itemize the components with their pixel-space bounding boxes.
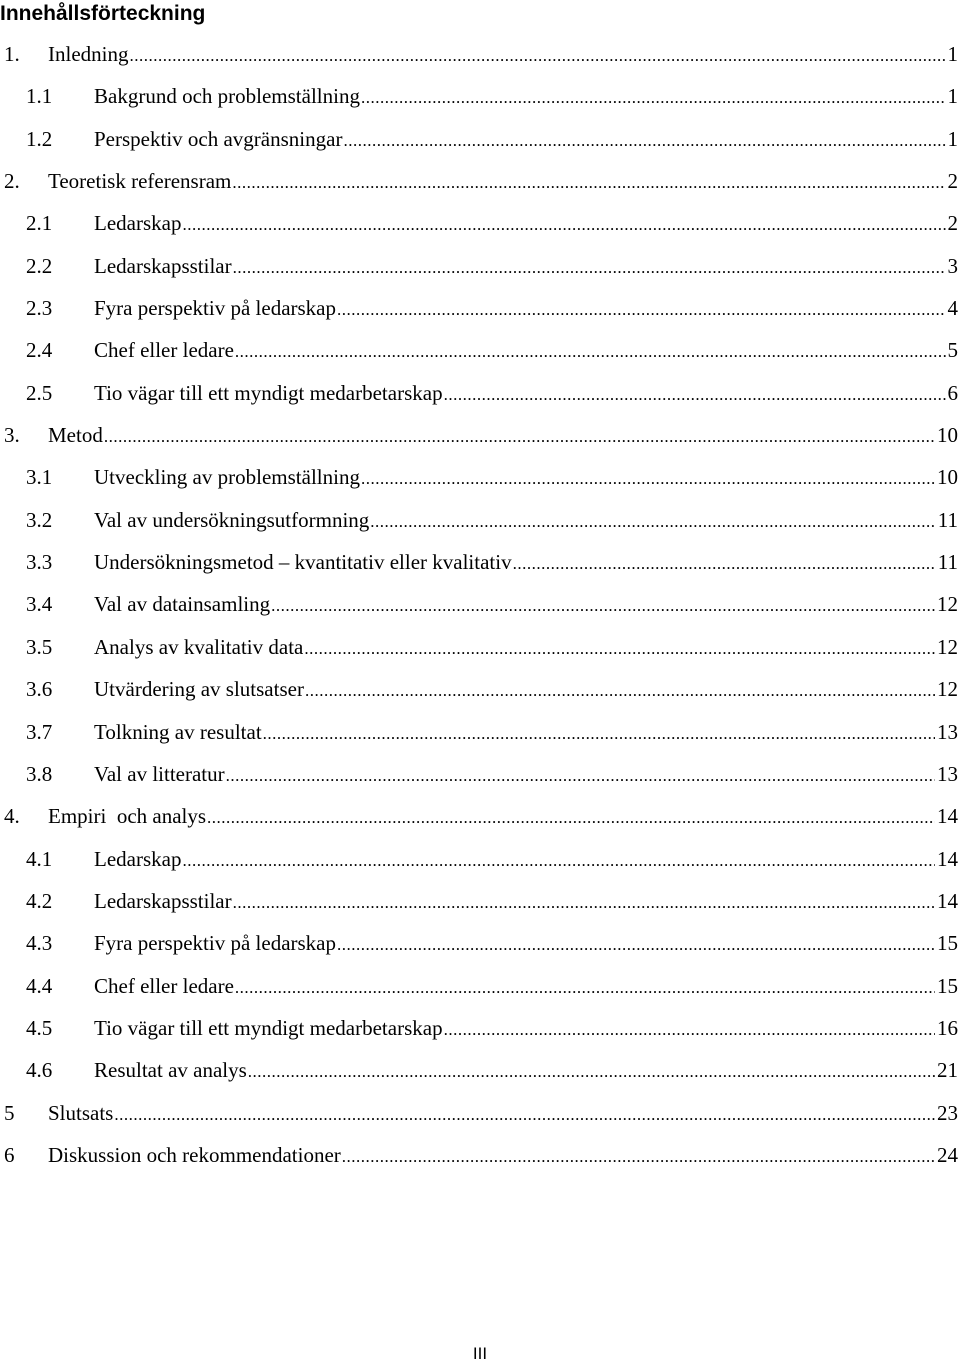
toc-entry-page: 5 [947, 338, 958, 363]
toc-dot-leader [370, 506, 935, 538]
toc-entry-page: 1 [947, 42, 958, 66]
toc-entry-page: 1 [947, 84, 958, 109]
toc-entry-title: Chef eller ledare [94, 973, 234, 998]
toc-entry-leader [94, 207, 960, 241]
toc-entry-leader [94, 1012, 960, 1046]
toc-entry-number: 3.3 [26, 550, 53, 575]
toc-entry-number: 4.5 [26, 1015, 53, 1040]
toc-entry-title: Ledarskap [94, 846, 182, 871]
toc-entry-title: Slutsats [48, 1100, 114, 1125]
toc-entry-leader [94, 970, 960, 1004]
toc-dot-leader [129, 40, 945, 72]
toc-entry-number: 4.4 [26, 973, 53, 998]
toc-entry-title: Inledning [48, 42, 129, 66]
toc-entry-leader [48, 1097, 960, 1131]
toc-entry-title: Fyra perspektiv på ledarskap [94, 296, 337, 321]
toc-entry-number: 2.3 [26, 296, 53, 321]
toc-entry-number: 3.4 [26, 592, 53, 617]
toc-entry-page: 24 [937, 1142, 958, 1167]
toc-entry-leader [94, 80, 960, 114]
toc-dot-leader [235, 972, 935, 1004]
toc-dot-leader [248, 1056, 935, 1088]
toc-entry-number: 4.6 [26, 1058, 53, 1083]
toc-entry[interactable] [0, 38, 960, 80]
toc-dot-leader [263, 718, 935, 750]
toc-entry[interactable] [0, 80, 960, 122]
toc-list [0, 38, 960, 1181]
toc-entry-number: 1. [4, 42, 20, 66]
toc-entry-number: 4.3 [26, 931, 53, 956]
toc-entry[interactable] [0, 546, 960, 588]
toc-entry-page: 14 [937, 888, 958, 913]
toc-entry-title: Val av datainsamling [94, 592, 271, 617]
toc-dot-leader [233, 252, 946, 284]
toc-entry[interactable] [0, 334, 960, 376]
toc-entry-number: 6 [4, 1142, 15, 1167]
toc-entry-page: 12 [937, 634, 958, 659]
toc-entry[interactable] [0, 758, 960, 800]
toc-entry-page: 11 [937, 507, 958, 532]
toc-entry-title: Teoretisk referensram [48, 169, 232, 194]
toc-entry[interactable] [0, 377, 960, 419]
toc-entry-number: 3.6 [26, 677, 53, 702]
toc-entry-leader [94, 843, 960, 877]
toc-entry[interactable] [0, 207, 960, 249]
toc-entry-number: 1.1 [26, 84, 53, 109]
toc-entry[interactable] [0, 123, 960, 165]
toc-entry-page: 15 [937, 931, 958, 956]
toc-entry-leader [94, 292, 960, 326]
toc-entry-leader [94, 758, 960, 792]
toc-entry-number: 3. [4, 423, 20, 448]
toc-entry[interactable] [0, 885, 960, 927]
toc-entry-leader [94, 631, 960, 665]
toc-entry[interactable] [0, 716, 960, 758]
toc-entry[interactable] [0, 1097, 960, 1139]
toc-dot-leader [305, 675, 935, 707]
toc-entry-number: 2.1 [26, 211, 53, 236]
toc-entry-leader [94, 334, 960, 368]
toc-entry-leader [48, 419, 960, 453]
toc-dot-leader [304, 633, 935, 665]
toc-heading: Innehållsförteckning [0, 2, 206, 25]
toc-entry-leader [94, 1054, 960, 1088]
toc-entry[interactable] [0, 1012, 960, 1054]
toc-entry[interactable] [0, 588, 960, 630]
toc-entry[interactable] [0, 165, 960, 207]
toc-entry-number: 2.5 [26, 380, 53, 405]
toc-entry-leader [48, 800, 960, 834]
toc-dot-leader [342, 1141, 935, 1173]
toc-entry-title: Diskussion och rekommendationer [48, 1142, 341, 1167]
toc-entry-number: 4. [4, 804, 20, 829]
toc-entry-title: Tolkning av resultat [94, 719, 262, 744]
toc-entry[interactable] [0, 927, 960, 969]
toc-entry-number: 4.2 [26, 888, 53, 913]
toc-entry-page: 4 [947, 296, 958, 321]
toc-entry-page: 2 [947, 211, 958, 236]
toc-entry-title: Fyra perspektiv på ledarskap [94, 931, 337, 956]
toc-entry-leader [94, 716, 960, 750]
toc-entry-leader [48, 165, 960, 199]
toc-entry-number: 3.8 [26, 761, 53, 786]
toc-entry[interactable] [0, 250, 960, 292]
toc-entry-leader [94, 123, 960, 157]
toc-entry-page: 10 [937, 423, 958, 448]
toc-entry[interactable] [0, 504, 960, 546]
toc-entry[interactable] [0, 673, 960, 715]
toc-entry[interactable] [0, 1054, 960, 1096]
toc-entry[interactable] [0, 1139, 960, 1181]
toc-dot-leader [361, 82, 946, 114]
toc-dot-leader [104, 421, 935, 453]
toc-dot-leader [513, 548, 936, 580]
toc-entry[interactable] [0, 970, 960, 1012]
toc-entry-title: Tio vägar till ett myndigt medarbetarskap [94, 380, 443, 405]
toc-entry-page: 15 [937, 973, 958, 998]
toc-entry-number: 3.7 [26, 719, 53, 744]
toc-dot-leader [343, 125, 945, 157]
toc-dot-leader [361, 463, 935, 495]
toc-entry-leader [94, 504, 960, 538]
toc-entry-title: Utveckling av problemställning [94, 465, 360, 490]
toc-entry-title: Val av undersökningsutformning [94, 507, 370, 532]
toc-entry-number: 1.2 [26, 126, 53, 151]
toc-entry-number: 5 [4, 1100, 15, 1125]
toc-entry-title: Utvärdering av slutsatser [94, 677, 304, 702]
toc-entry-page: 6 [947, 380, 958, 405]
toc-dot-leader [271, 590, 935, 622]
toc-entry-number: 2.4 [26, 338, 53, 363]
toc-dot-leader [114, 1099, 935, 1131]
toc-entry-number: 2. [4, 169, 20, 194]
toc-entry-page: 23 [937, 1100, 958, 1125]
toc-entry-page: 13 [937, 761, 958, 786]
toc-entry-title: Tio vägar till ett myndigt medarbetarskap [94, 1015, 443, 1040]
toc-entry-leader [94, 927, 960, 961]
toc-entry-leader [94, 588, 960, 622]
toc-entry-leader [48, 38, 960, 72]
toc-dot-leader [444, 379, 946, 411]
toc-entry-leader [48, 1139, 960, 1173]
toc-entry-title: Perspektiv och avgränsningar [94, 126, 343, 151]
toc-entry[interactable] [0, 419, 960, 461]
toc-entry[interactable] [0, 461, 960, 503]
toc-entry-page: 13 [937, 719, 958, 744]
toc-dot-leader [232, 167, 945, 199]
toc-entry-number: 3.5 [26, 634, 53, 659]
toc-entry-title: Metod [48, 423, 103, 448]
toc-entry-leader [94, 885, 960, 919]
toc-entry-title: Chef eller ledare [94, 338, 234, 363]
toc-entry-title: Empiri och analys [48, 804, 207, 829]
toc-entry-title: Analys av kvalitativ data [94, 634, 304, 659]
toc-entry[interactable] [0, 292, 960, 334]
toc-entry-page: 12 [937, 677, 958, 702]
toc-entry-title: Val av litteratur [94, 761, 225, 786]
toc-entry-page: 16 [937, 1015, 958, 1040]
toc-entry-page: 10 [937, 465, 958, 490]
toc-dot-leader [337, 929, 935, 961]
toc-dot-leader [207, 802, 935, 834]
toc-entry-number: 2.2 [26, 253, 53, 278]
toc-entry-number: 4.1 [26, 846, 53, 871]
toc-entry[interactable] [0, 631, 960, 673]
page-number: III [472, 1344, 488, 1363]
toc-entry-title: Ledarskapsstilar [94, 253, 232, 278]
toc-entry-leader [94, 461, 960, 495]
toc-dot-leader [444, 1014, 935, 1046]
toc-entry-title: Ledarskap [94, 211, 182, 236]
toc-entry-page: 11 [937, 550, 958, 575]
toc-entry-page: 2 [947, 169, 958, 194]
toc-entry-page: 1 [947, 126, 958, 151]
toc-entry-title: Bakgrund och problemställning [94, 84, 360, 109]
toc-entry[interactable] [0, 843, 960, 885]
toc-entry-page: 14 [937, 846, 958, 871]
toc-entry-leader [94, 546, 960, 580]
toc-entry-title: Ledarskapsstilar [94, 888, 232, 913]
toc-entry[interactable] [0, 800, 960, 842]
toc-dot-leader [337, 294, 945, 326]
toc-dot-leader [233, 887, 935, 919]
toc-entry-page: 14 [937, 804, 958, 829]
toc-entry-number: 3.2 [26, 507, 53, 532]
toc-dot-leader [182, 209, 945, 241]
toc-entry-page: 21 [937, 1058, 958, 1083]
toc-dot-leader [182, 845, 935, 877]
toc-entry-leader [94, 673, 960, 707]
toc-dot-leader [235, 336, 946, 368]
toc-entry-page: 3 [947, 253, 958, 278]
toc-entry-page: 12 [937, 592, 958, 617]
toc-entry-number: 3.1 [26, 465, 53, 490]
toc-dot-leader [226, 760, 935, 792]
toc-entry-title: Undersökningsmetod – kvantitativ eller kvalitativ [94, 550, 512, 575]
toc-entry-title: Resultat av analys [94, 1058, 247, 1083]
toc-entry-leader [94, 250, 960, 284]
toc-entry-leader [94, 377, 960, 411]
